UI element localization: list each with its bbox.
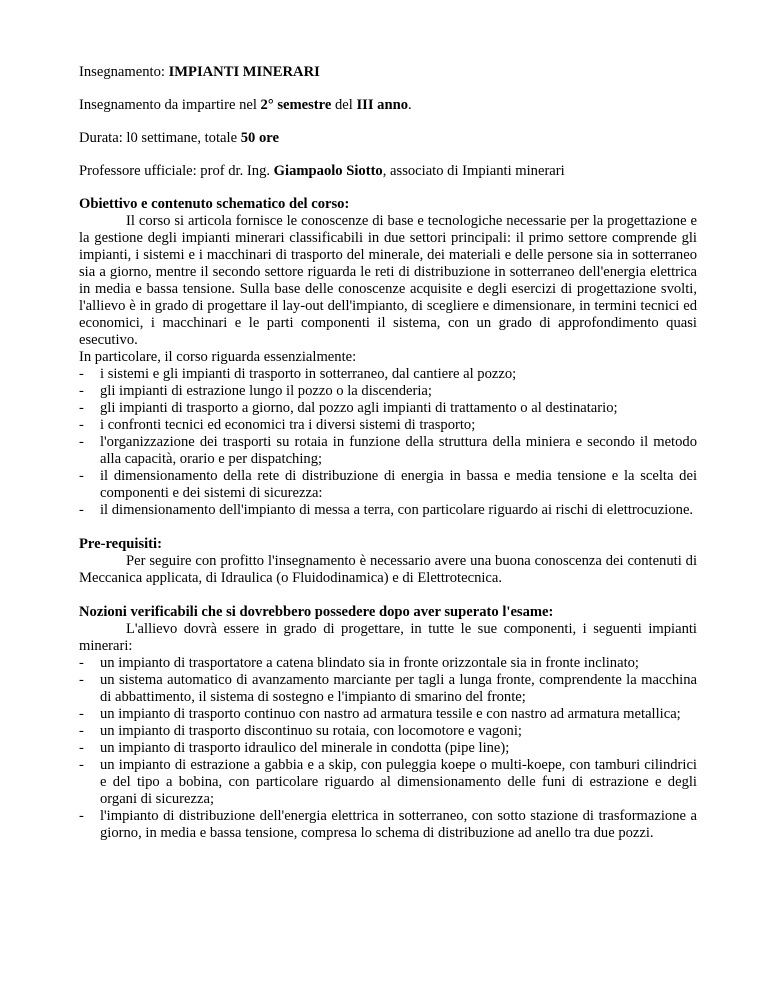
- professor-line: Professore ufficiale: prof dr. Ing. Giampaolo Siotto, associato di Impianti minerari: [79, 163, 565, 179]
- list-item: - un impianto di trasporto discontinuo su rotaia, con locomotore e vagoni;: [79, 723, 697, 740]
- notions-section: [79, 604, 697, 842]
- list-item: - il dimensionamento dell'impianto di messa a terra, con particolare riguardo ai rischi di elettrocuzione.: [79, 502, 697, 519]
- year: III anno: [356, 97, 409, 113]
- objective-intro: In particolare, il corso riguarda essenzialmente:: [79, 349, 357, 365]
- prereq-paragraph: Per seguire con profitto l'insegnamento è necessario avere una buona conoscenza dei contenuti di Meccanica applicata, di Idraulica (o Fluidodinamica) e di Elettrotecnica.: [79, 553, 697, 586]
- prereq-section: [79, 536, 697, 587]
- list-item: - l'organizzazione dei trasporti su rotaia in funzione della struttura della miniera e secondo il metodo alla capacità, orario e per dispatching;: [79, 434, 697, 468]
- document-body: [79, 64, 697, 859]
- list-item: - il dimensionamento della rete di distribuzione di energia in bassa e media tensione e la scelta dei componenti e dei sistemi di sicurezza:: [79, 468, 697, 502]
- list-item: - un sistema automatico di avanzamento marciante per tagli a lunga fronte, comprendente la macchina di abbattimento, il sistema di sostegno e l'impianto di smarino del fronte;: [79, 672, 697, 706]
- list-item: - gli impianti di estrazione lungo il pozzo o la discenderia;: [79, 383, 697, 400]
- hours: 50 ore: [240, 130, 279, 146]
- objective-section: [79, 196, 697, 519]
- course-line: Insegnamento: IMPIANTI MINERARI: [79, 64, 320, 80]
- notions-heading: Nozioni verificabili che si dovrebbero possedere dopo aver superato l'esame:: [79, 604, 554, 620]
- list-item: - gli impianti di trasporto a giorno, dal pozzo agli impianti di trattamento o al destinatario;: [79, 400, 697, 417]
- list-item: - un impianto di trasporto continuo con nastro ad armatura tessile e con nastro ad armatura metallica;: [79, 706, 697, 723]
- semester: 2° semestre: [260, 97, 332, 113]
- objective-heading: Obiettivo e contenuto schematico del corso:: [79, 196, 350, 212]
- notions-list: [79, 655, 697, 842]
- list-item: - i confronti tecnici ed economici tra i diversi sistemi di trasporto;: [79, 417, 697, 434]
- professor-name: Giampaolo Siotto: [273, 163, 383, 179]
- list-item: - un impianto di trasportatore a catena blindato sia in fronte orizzontale sia in fronte inclinato;: [79, 655, 697, 672]
- prereq-heading: Pre-requisiti:: [79, 536, 162, 552]
- duration-line: Durata: l0 settimane, totale 50 ore: [79, 130, 279, 146]
- notions-paragraph: L'allievo dovrà essere in grado di progettare, in tutte le sue componenti, i seguenti impianti minerari:: [79, 621, 697, 654]
- course-name: IMPIANTI MINERARI: [168, 64, 320, 80]
- semester-line: Insegnamento da impartire nel 2° semestre del III anno.: [79, 97, 412, 113]
- list-item: - i sistemi e gli impianti di trasporto in sotterraneo, dal cantiere al pozzo;: [79, 366, 697, 383]
- objective-list: [79, 366, 697, 519]
- list-item: - un impianto di estrazione a gabbia e a skip, con puleggia koepe o multi-koepe, con tamburi cilindrici e del tipo a bobina, con particolare riguardo al dimensionamento delle funi di estrazione e degli organi di sicurezza;: [79, 757, 697, 808]
- list-item: - l'impianto di distribuzione dell'energia elettrica in sotterraneo, con sotto stazione di trasformazione a giorno, in media e bassa tensione, compresa lo schema di distribuzione ad anello tra due pozzi.: [79, 808, 697, 842]
- list-item: - un impianto di trasporto idraulico del minerale in condotta (pipe line);: [79, 740, 697, 757]
- objective-paragraph: Il corso si articola fornisce le conoscenze di base e tecnologiche necessarie per la progettazione e la gestione degli impianti minerari classificabili in due settori principali: il primo settore comprende gli impianti, i sistemi e i macchinari di trasporto del minerale, dei materiali e delle persone sia in sotterraneo sia a giorno, mentre il secondo settore riguarda le reti di distribuzione in sotterraneo dell'energia elettrica in media e bassa tensione. Sulla base delle conoscenze acquisite e degli esercizi di progettazione svolti, l'allievo è in grado di progettare il lay-out dell'impianto, di scegliere e dimensionare, in termini tecnici ed economici, i macchinari e le parti componenti il sistema, con un grado di approfondimento quasi esecutivo.: [79, 213, 697, 348]
